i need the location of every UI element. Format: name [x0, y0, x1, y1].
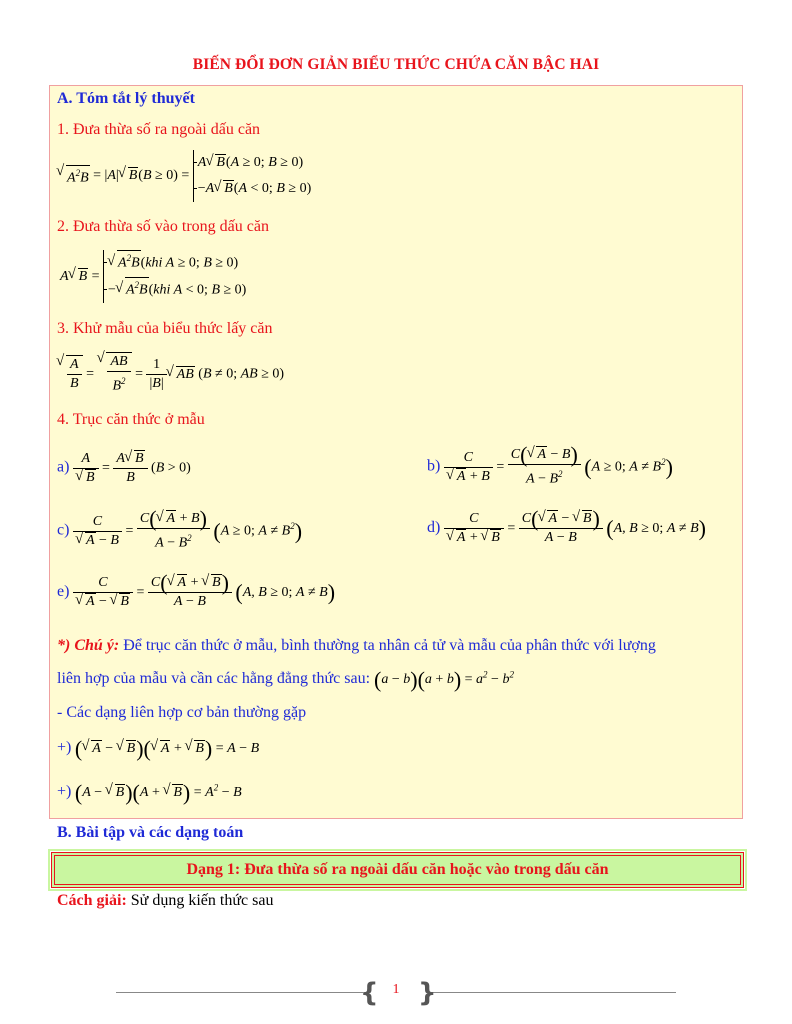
- formula-4e: e) C √ A − √ B = $\frac{C(√ A + √ B)}{A - B}$ (A, B ≥ 0; A ≠ B): [57, 574, 335, 611]
- dang-1-title: Dạng 1: Đưa thừa số ra ngoài dấu căn hoặc vào trong dấu căn: [54, 855, 741, 885]
- formula-4b: b) C √ A + B = $\frac{C(√ A - B)}{A - B^2}$ (A ≥ 0; $A \ne B^2$): [427, 446, 673, 489]
- note-line-2: liên hợp của mẫu và cần các hằng đẳng thức sau: $(a - b)(a + b) = a^2 - b^2$: [57, 667, 514, 692]
- footer-rule-left: [116, 992, 363, 993]
- item-1-heading: 1. Đưa thừa số ra ngoài dấu căn: [57, 121, 261, 138]
- cach-giai-label: Cách giải:: [57, 892, 127, 909]
- note-text-2: liên hợp của mẫu và cần các hằng đẳng thức sau:: [57, 670, 375, 688]
- label-e: e): [57, 582, 70, 600]
- formula-4c: c) C √ A − B = $\frac{C(√ A + B)}{A - B^2}$ (A ≥ 0; $A \ne B^2$): [57, 510, 302, 553]
- section-a-heading: A. Tóm tắt lý thuyết: [57, 90, 195, 107]
- footer-rule-right: [430, 992, 676, 993]
- note-label: *) Chú ý:: [57, 637, 120, 654]
- item-3-heading: 3. Khử mẫu của biểu thức lấy căn: [57, 320, 273, 337]
- note-text-1: Để trục căn thức ở mẫu, bình thường ta nhân cả tử và mẫu của phân thức với lượng: [119, 637, 656, 654]
- common-forms-heading: - Các dạng liên hợp cơ bản thường gặp: [57, 704, 307, 721]
- formula-4d: d) C √ A + √ B = $\frac{C(√ A - √ B)}{A - B}$ (A, B ≥ 0; A ≠ B): [427, 510, 706, 547]
- item-2-heading: 2. Đưa thừa số vào trong dấu căn: [57, 218, 269, 235]
- page-number: 1: [392, 982, 400, 997]
- cach-giai: [57, 892, 273, 910]
- identity-2: +) (A − √ B)(A + √ $B) = A^2 - B$: [57, 780, 242, 806]
- formula-2: A√ B = √ $A^2B(khi$ A ≥ 0; B ≥ 0) −√ $A^2B(khi$ A < 0; B ≥ 0): [60, 250, 246, 303]
- formula-3: √ $\frac{A}{B}$ = √ $\frac{AB}{B^2}$ = $\frac{1}{|B|}$ √ AB (B ≠ 0; AB ≥ 0): [57, 352, 284, 396]
- note-line-1: [57, 637, 741, 655]
- formula-4a: a) A √ B = $\frac{A√ B}{B}$ (B > 0): [57, 450, 191, 487]
- label-b: b): [427, 457, 441, 475]
- plus-marker-1: +): [57, 739, 72, 757]
- identity-1: +) (√ A − √ B)(√ A + √ B) = A − B: [57, 736, 259, 762]
- footer-bracket-left: {: [360, 978, 379, 1008]
- dang-1-box: [51, 852, 744, 888]
- label-a: a): [57, 458, 70, 476]
- label-d: d): [427, 518, 441, 536]
- label-c: c): [57, 521, 70, 539]
- page-title: BIẾN ĐỔI ĐƠN GIẢN BIỂU THỨC CHỨA CĂN BẬC HAI: [192, 56, 600, 73]
- cach-giai-text: Sử dụng kiến thức sau: [126, 892, 274, 909]
- item-4-heading: 4. Trục căn thức ở mẫu: [57, 411, 205, 428]
- footer-bracket-right: }: [418, 978, 437, 1008]
- formula-1: √ $A^2B = |A|√$ B(B ≥ 0) = A√ B(A ≥ 0; B ≥ 0) −A√ B(A < 0; B ≥ 0): [57, 150, 311, 202]
- plus-marker-2: +): [57, 783, 72, 801]
- section-b-heading: B. Bài tập và các dạng toán: [57, 824, 244, 841]
